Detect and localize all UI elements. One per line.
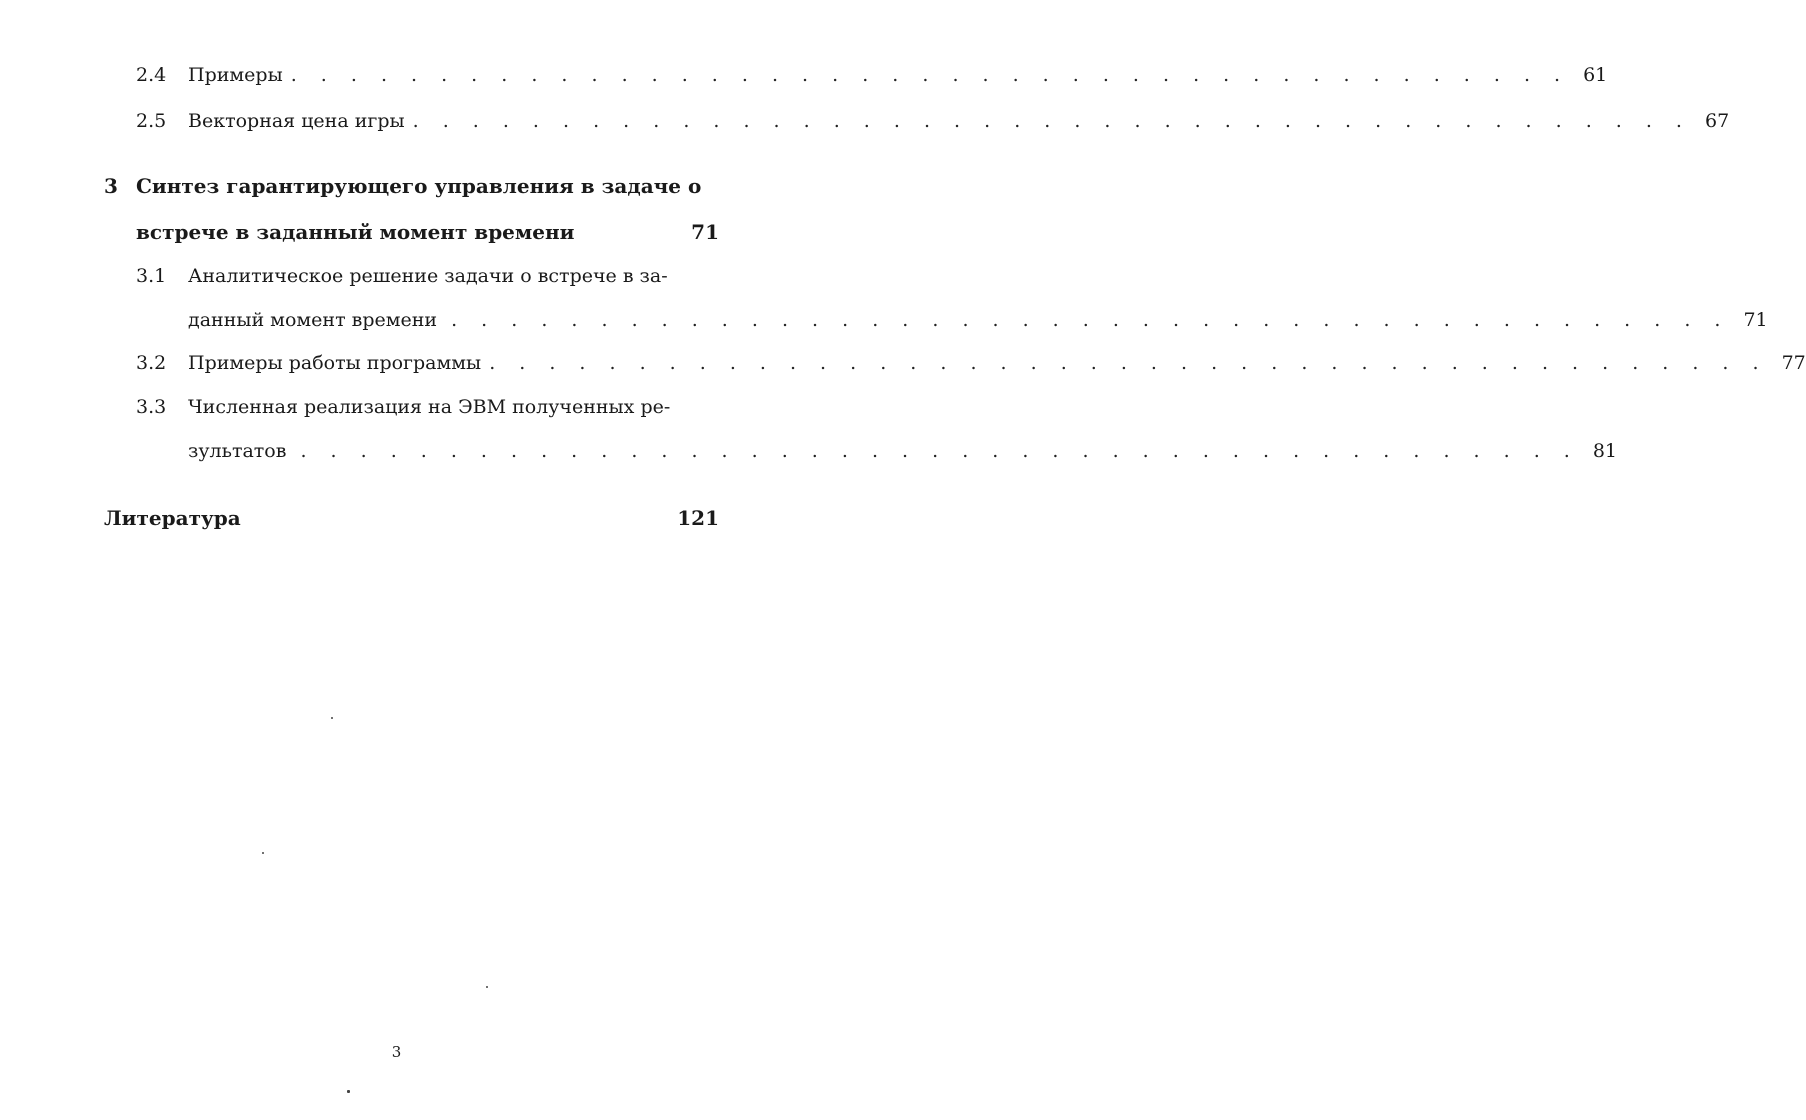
dot-leader: . . . . . . . . . . . . . . . . . . . . . . . . . . . . . . . . . . . . . . . . . . .	[300, 440, 1579, 462]
toc-chapter-3[interactable]	[104, 174, 719, 198]
section-number: 3.2	[136, 352, 167, 374]
toc-entry-2-5[interactable]	[136, 110, 1730, 132]
page-number: 71	[1743, 309, 1768, 331]
page-number: 67	[1704, 110, 1730, 132]
dot-leader: . . . . . . . . . . . . . . . . . . . . . . . . . . . . . . . . . . . . . . . . . . .	[290, 64, 1570, 86]
toc-literature[interactable]	[104, 506, 719, 530]
chapter-title-line1: Синтез гарантирующего управления в задаче о	[136, 174, 702, 198]
section-title-line2: зультатов	[188, 440, 287, 462]
page-number: 77	[1781, 352, 1806, 374]
footer-page-number: 3	[391, 1043, 402, 1061]
toc-entry-3-3-cont[interactable]	[188, 440, 1618, 462]
chapter-title-line2: встрече в заданный момент времени	[136, 220, 575, 244]
section-title: Примеры	[188, 64, 283, 86]
literature-title: Литература	[104, 506, 241, 530]
chapter-number: 3	[104, 174, 118, 198]
toc-entry-3-3[interactable]	[136, 396, 719, 418]
dot-leader: . . . . . . . . . . . . . . . . . . . . . . . . . . . . . . . . . . . . . . . . . . .	[489, 352, 1768, 374]
toc-entry-3-1[interactable]	[136, 265, 719, 287]
page-number: 61	[1583, 64, 1608, 86]
dot-leader: . . . . . . . . . . . . . . . . . . . . . . . . . . . . . . . . . . . . . . . . . . .	[451, 309, 1730, 331]
scan-speck	[486, 986, 488, 988]
scan-speck	[347, 1090, 350, 1093]
toc-entry-2-4[interactable]	[136, 64, 1608, 86]
section-number: 2.4	[136, 64, 167, 86]
section-title: Примеры работы программы	[188, 352, 482, 374]
section-title-line1: Численная реализация на ЭВМ полученных ре-	[188, 396, 671, 418]
section-number: 3.3	[136, 396, 167, 418]
toc-entry-3-1-cont[interactable]	[188, 309, 1768, 331]
scan-speck	[331, 717, 333, 719]
page-number: 121	[677, 506, 719, 530]
section-title-line1: Аналитическое решение задачи о встрече в за-	[188, 265, 668, 287]
dot-leader: . . . . . . . . . . . . . . . . . . . . . . . . . . . . . . . . . . . . . . . . . . .	[412, 110, 1691, 132]
section-number: 2.5	[136, 110, 167, 132]
section-title: Векторная цена игры	[188, 110, 405, 132]
toc-entry-3-2[interactable]	[136, 352, 1806, 374]
page-number: 71	[691, 220, 719, 244]
scan-speck	[262, 852, 264, 854]
page-number: 81	[1592, 440, 1618, 462]
section-title-line2: данный момент времени	[188, 309, 438, 331]
section-number: 3.1	[136, 265, 167, 287]
toc-chapter-3-cont[interactable]	[136, 220, 719, 244]
